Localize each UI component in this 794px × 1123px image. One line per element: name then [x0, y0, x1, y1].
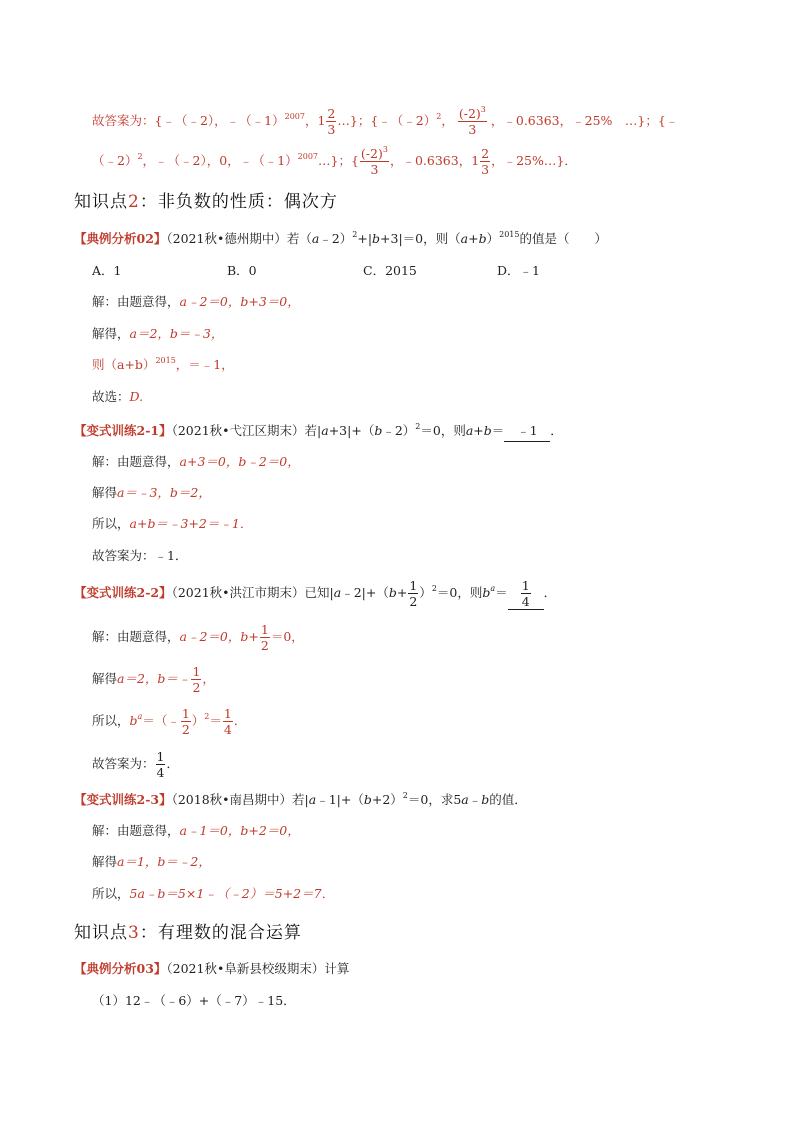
- solution-text: 解：由题意得，: [92, 629, 180, 644]
- solution-text: 故选：: [92, 389, 130, 404]
- fraction: [458, 106, 487, 137]
- question-text: ）: [419, 585, 432, 600]
- solution-text: 故答案为：﹣1．: [92, 548, 188, 563]
- solution-math: a＝2，b＝﹣: [117, 671, 191, 686]
- solution-text: 解得: [92, 854, 118, 869]
- example-tag: 【典例分析02】: [74, 231, 167, 246]
- solution-text: 所以，: [92, 713, 130, 728]
- fraction: [480, 146, 490, 177]
- question-text: ＝0，求5: [407, 792, 462, 807]
- solution-text: ．: [166, 756, 179, 771]
- fraction: [181, 706, 191, 737]
- answer-text: ，﹣0.6363，1: [389, 153, 480, 168]
- numerator-base: (-2): [458, 106, 481, 121]
- question-text: +2）: [371, 792, 403, 807]
- solution-math: a+b＝﹣3+2＝﹣1．: [129, 516, 253, 531]
- exponent: 3: [480, 105, 486, 114]
- exponent: 2015: [499, 230, 520, 239]
- answer-text: …}；{﹣（﹣2）: [337, 113, 437, 128]
- solution-line: [92, 514, 252, 534]
- numerator: 2: [327, 106, 336, 121]
- solution-line: [92, 884, 334, 904]
- answer-blank: [508, 578, 544, 610]
- solution-math: a＝﹣3，b＝2，: [117, 485, 211, 500]
- variable: b: [482, 585, 491, 600]
- solution-text: 所以，: [92, 886, 130, 901]
- variable: a: [333, 585, 342, 600]
- solution-math: a﹣2＝0，b+3＝0，: [179, 294, 300, 309]
- heading-text: 知识点: [74, 923, 128, 943]
- solution-line: [92, 387, 143, 407]
- numerator: 1: [521, 578, 530, 593]
- sub-question-1: [92, 991, 296, 1011]
- solution-line: [92, 546, 187, 566]
- example-03-question: [74, 959, 349, 979]
- solution-math: ，＝﹣1，: [175, 357, 234, 372]
- question-text: （1）12﹣（﹣6）+（﹣7）﹣15．: [92, 993, 296, 1008]
- solution-math: ．: [233, 713, 247, 728]
- option-b: B．0: [227, 263, 257, 278]
- question-text: ）: [486, 231, 500, 246]
- solution-math: a﹣2＝0，b+: [179, 629, 259, 644]
- question-text: （2018秋•南昌期中）若|: [171, 792, 309, 807]
- answer-line-1: [92, 106, 678, 137]
- question-text: ﹣2）: [382, 423, 416, 438]
- heading-text: ：有理数的混合运算: [139, 923, 302, 943]
- variant-2-1-question: [74, 421, 563, 442]
- variant-tag: 【变式训练2-3】: [74, 792, 172, 807]
- question-text: 的值．: [489, 792, 527, 807]
- solution-line: [92, 749, 179, 780]
- solution-line: [92, 664, 215, 695]
- fraction: [191, 664, 201, 695]
- exponent: 2: [431, 584, 437, 593]
- solution-line: [92, 852, 211, 872]
- answer-blank: ﹣1: [504, 421, 550, 442]
- denominator: 2: [409, 594, 418, 609]
- variable: b: [388, 585, 397, 600]
- solution-math: a＝1，b＝﹣2，: [117, 854, 211, 869]
- exponent: 2: [415, 422, 421, 431]
- question-text: ﹣: [468, 792, 482, 807]
- numerator: 1: [223, 706, 232, 721]
- solution-text: 解得，: [92, 326, 130, 341]
- denominator: 2: [260, 638, 269, 653]
- solution-math: a+3＝0，b﹣2＝0，: [179, 454, 300, 469]
- exponent: 2007: [297, 152, 319, 161]
- fraction: [223, 706, 233, 737]
- solution-line: [92, 292, 300, 312]
- numerator: 1: [260, 622, 269, 637]
- fraction: [408, 578, 418, 609]
- question-text: ﹣2|+（: [341, 585, 389, 600]
- question-text: +|: [357, 231, 373, 246]
- question-text: ﹣2）: [319, 231, 353, 246]
- fraction: [260, 622, 270, 653]
- answer-text: ，﹣0.6363，﹣25% …}；{﹣: [490, 113, 679, 128]
- exponent: a: [490, 584, 496, 593]
- question-text: （2021秋•德州期中）若（: [166, 231, 312, 246]
- denominator: 3: [370, 162, 379, 177]
- exponent: 2007: [284, 112, 305, 121]
- variable: b: [481, 792, 490, 807]
- denominator: 4: [156, 765, 165, 780]
- answer-text: ，﹣（﹣2），0，﹣（﹣1）: [142, 153, 298, 168]
- variable: a: [311, 231, 320, 246]
- solution-text: 所以，: [92, 516, 130, 531]
- question-text: +3|+（: [328, 423, 375, 438]
- question-text: ﹣1|+（: [316, 792, 364, 807]
- denominator: 3: [327, 122, 336, 137]
- exponent: 2: [402, 791, 408, 800]
- question-text: 的值是（ ）: [519, 231, 607, 246]
- question-text: ＝0，则: [420, 423, 466, 438]
- variable: a: [460, 231, 469, 246]
- answer-text: …}；{: [318, 153, 359, 168]
- answer-line-2: [92, 146, 577, 177]
- solution-math: 则（a+b）: [92, 357, 156, 372]
- variable: b: [478, 231, 487, 246]
- solution-math: ＝: [209, 713, 222, 728]
- fraction: [521, 578, 531, 609]
- question-text: +3|＝0，则（: [380, 231, 461, 246]
- solution-math: ＝（﹣: [142, 713, 180, 728]
- question-text: ＝0，则: [436, 585, 483, 600]
- solution-math: 5a﹣b＝5×1﹣（﹣2）＝5+2＝7．: [129, 886, 335, 901]
- solution-math: ，: [202, 671, 215, 686]
- question-text: ＝: [495, 585, 508, 600]
- solution-text: 解得: [92, 671, 118, 686]
- question-text: +: [468, 231, 479, 246]
- solution-text: 故答案为：: [92, 756, 155, 771]
- denominator: 4: [223, 722, 232, 737]
- solution-math: a﹣1＝0，b+2＝0，: [179, 823, 300, 838]
- denominator: 3: [481, 162, 490, 177]
- question-text: +: [396, 585, 408, 600]
- variable: a: [321, 423, 329, 438]
- section-heading-3: [74, 921, 302, 945]
- fraction: [326, 106, 336, 137]
- variant-tag: 【变式训练2-2】: [74, 585, 172, 600]
- question-text: （2021秋•洪江市期末）已知|: [171, 585, 334, 600]
- solution-math: ）: [191, 713, 205, 728]
- numerator: 2: [481, 146, 490, 161]
- numerator: 1: [409, 578, 418, 593]
- option-a: A．1: [92, 263, 122, 278]
- denominator: 4: [521, 594, 530, 609]
- section-heading-2: [74, 190, 338, 214]
- numerator: 1: [156, 749, 165, 764]
- fraction: [156, 749, 166, 780]
- exponent: a: [137, 712, 143, 721]
- question-text: ．: [550, 423, 563, 438]
- answer-text: ，: [441, 113, 454, 128]
- solution-math: a＝2，b＝﹣3，: [129, 326, 224, 341]
- solution-text: 解：由题意得，: [92, 294, 180, 309]
- solution-line: [92, 452, 300, 472]
- solution-text: 解：由题意得，: [92, 823, 180, 838]
- solution-math: ＝0，: [270, 629, 304, 644]
- solution-line: [92, 821, 300, 841]
- variant-2-3-question: [74, 790, 527, 810]
- exponent: 2: [352, 230, 358, 239]
- answer-text: 故答案为：{﹣（﹣2），﹣（﹣1）: [92, 113, 285, 128]
- solution-line: [92, 355, 234, 375]
- solution-text: 解：由题意得，: [92, 454, 180, 469]
- variable: a: [308, 792, 317, 807]
- exponent: 2015: [155, 356, 176, 365]
- variable: a: [461, 792, 469, 807]
- heading-text: 知识点: [74, 192, 128, 212]
- solution-line: [92, 622, 304, 653]
- denominator: 2: [181, 722, 190, 737]
- variant-tag: 【变式训练2-1】: [74, 423, 172, 438]
- exponent: 2: [436, 112, 442, 121]
- solution-line: [92, 483, 211, 503]
- solution-line: [92, 324, 223, 344]
- question-text: （2021秋•弋江区期末）若|: [171, 423, 322, 438]
- exponent: 3: [382, 145, 388, 154]
- heading-number: 3: [128, 923, 140, 943]
- solution-text: 解得: [92, 485, 118, 500]
- variable: a+b: [465, 423, 492, 438]
- variable: b: [372, 231, 381, 246]
- variable: b: [374, 423, 383, 438]
- numerator: 1: [192, 664, 201, 679]
- denominator: 3: [468, 122, 477, 137]
- heading-text: ：非负数的性质：偶次方: [139, 192, 338, 212]
- numerator: [458, 106, 487, 121]
- example-02-question: [74, 229, 607, 249]
- numerator: [360, 146, 389, 161]
- numerator-base: (-2): [360, 146, 383, 161]
- heading-number: 2: [128, 192, 140, 212]
- question-text: （2021秋•阜新县校级期末）计算: [166, 961, 350, 976]
- example-tag: 【典例分析03】: [74, 961, 167, 976]
- question-text: ．: [543, 585, 557, 600]
- solution-line: [92, 706, 246, 737]
- variable: b: [129, 713, 138, 728]
- denominator: 2: [192, 680, 201, 695]
- variable: b: [363, 792, 372, 807]
- exponent: 2: [137, 152, 143, 161]
- variant-2-2-question: [74, 578, 556, 610]
- numerator: 1: [181, 706, 190, 721]
- solution-answer: D.: [129, 389, 144, 404]
- question-text: ＝: [491, 423, 505, 438]
- answer-text: ，1: [304, 113, 326, 128]
- fraction: [360, 146, 389, 177]
- option-d: D．﹣1: [497, 263, 540, 278]
- exponent: 2: [204, 712, 210, 721]
- option-c: C．2015: [363, 263, 417, 278]
- answer-text: （﹣2）: [92, 153, 138, 168]
- answer-text: ，﹣25%…}．: [491, 153, 577, 168]
